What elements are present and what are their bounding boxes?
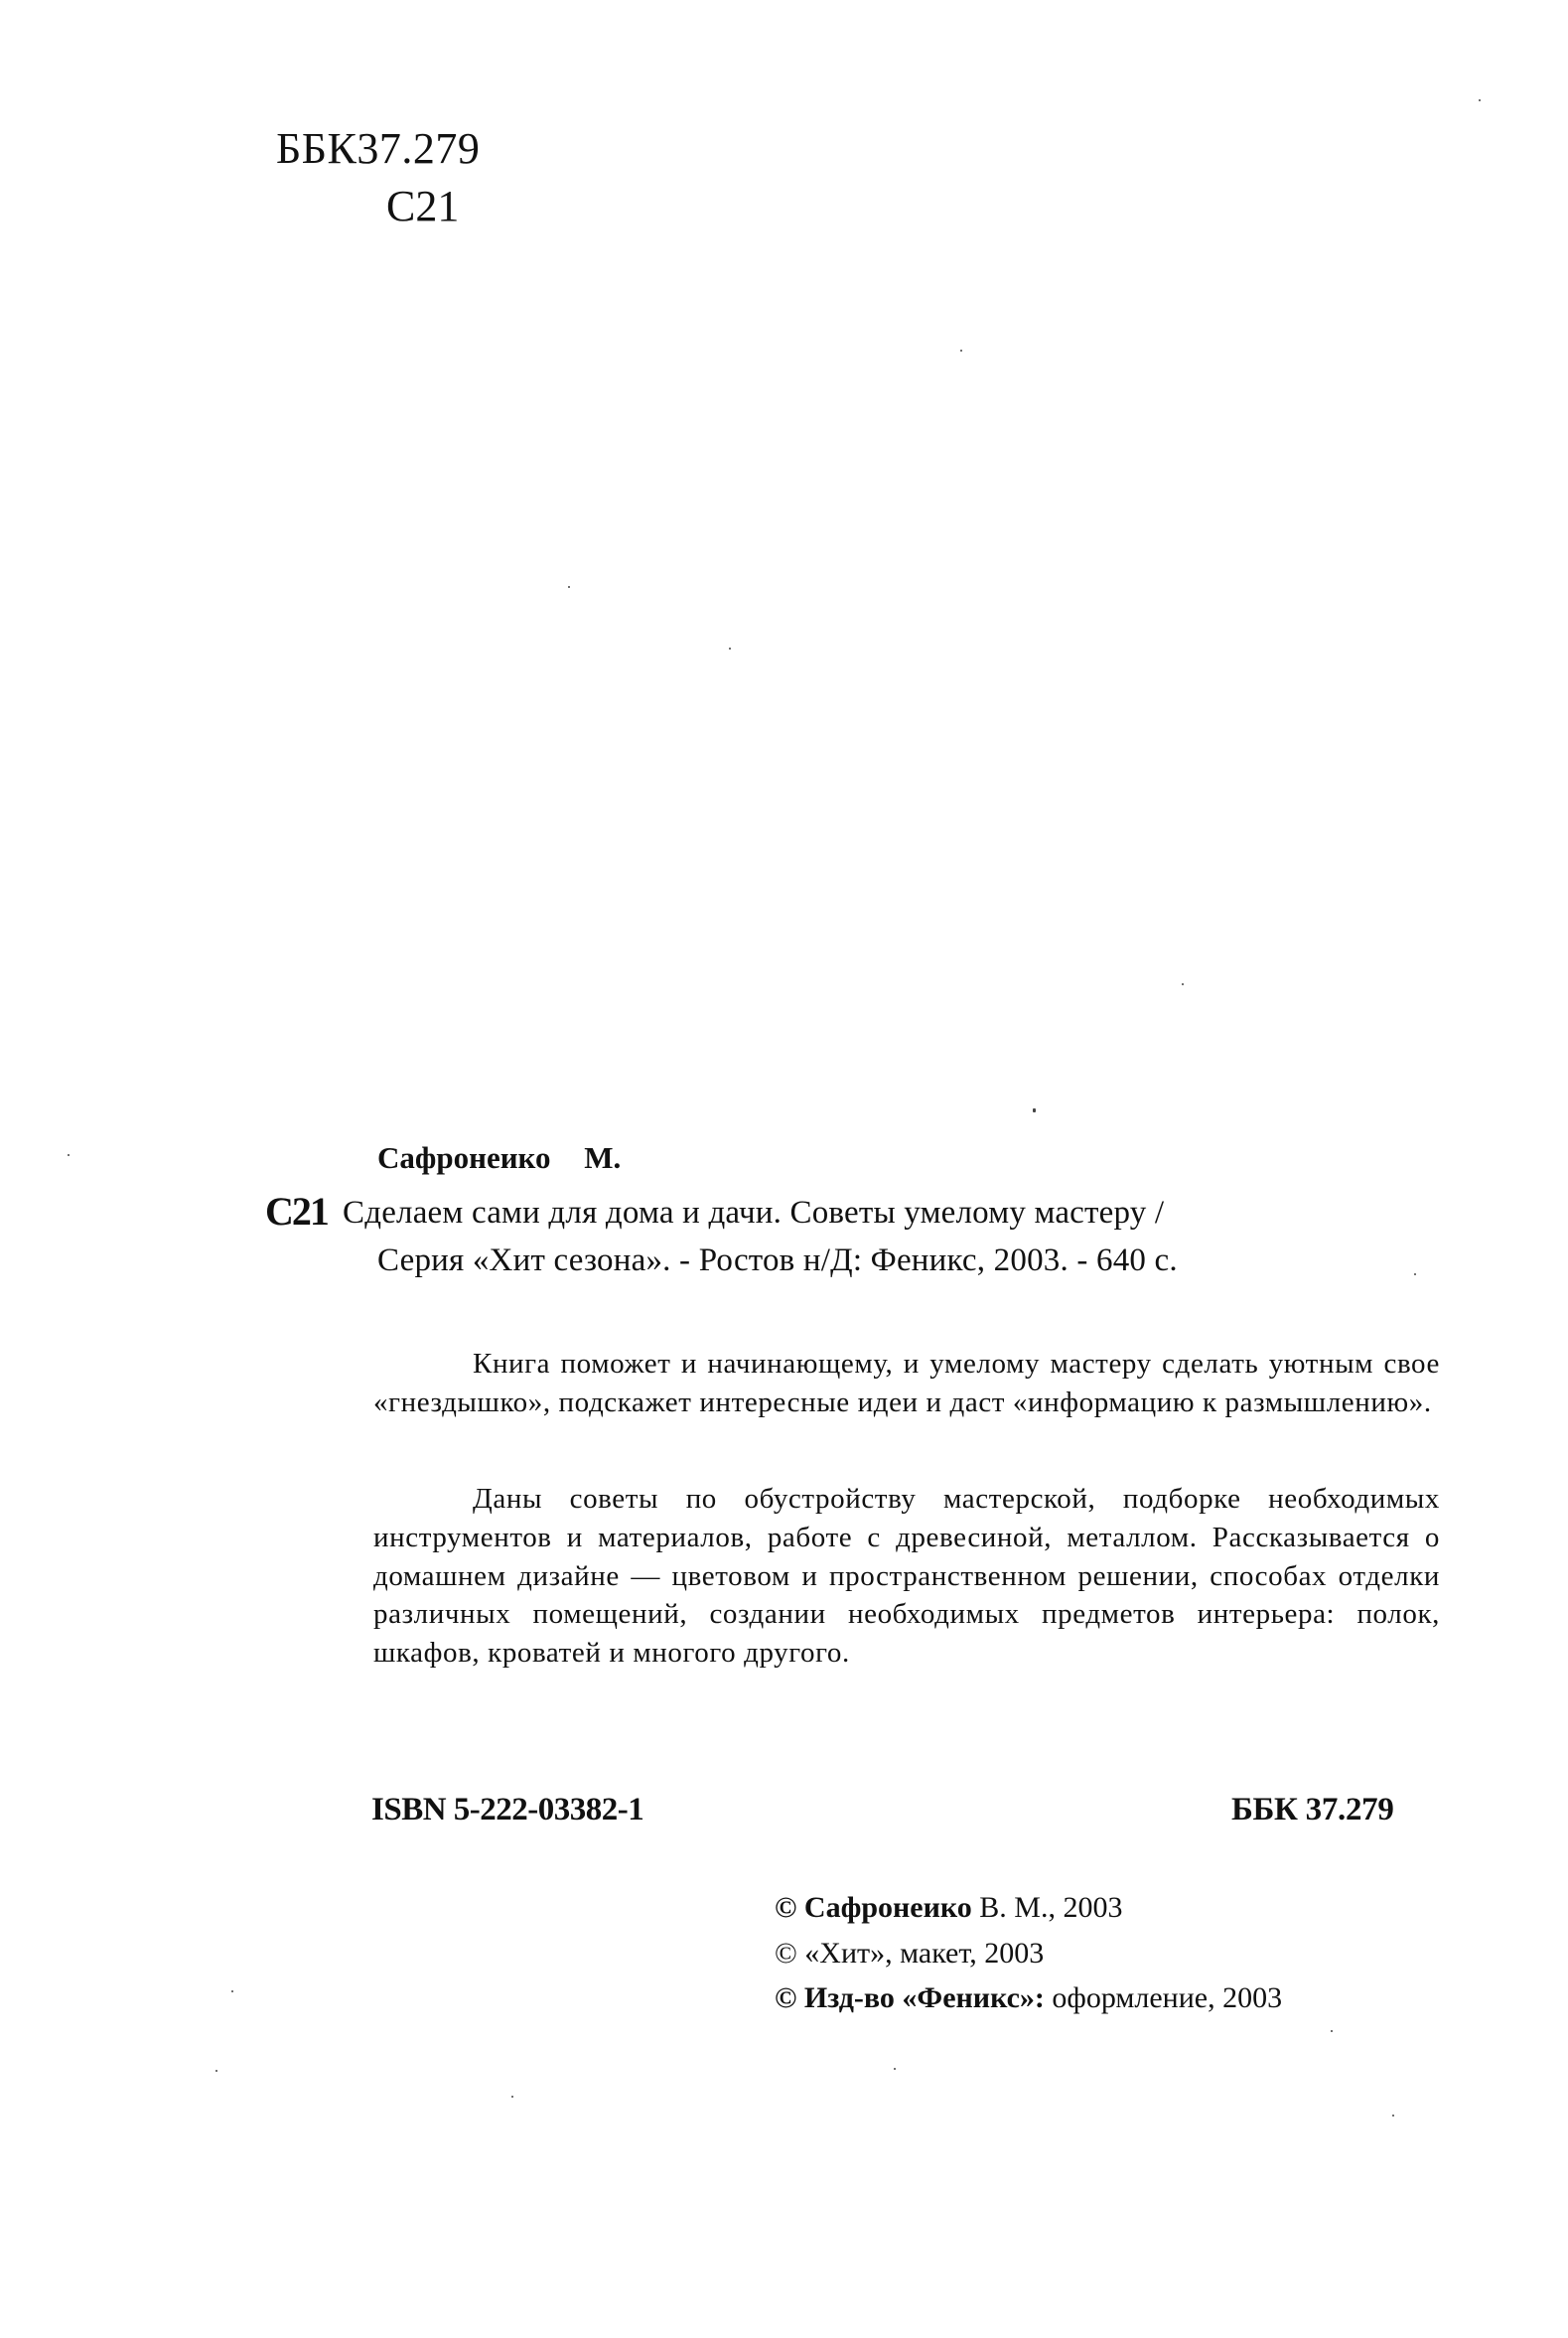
author-sign-code-top: С21 <box>386 182 460 230</box>
copyright-layout <box>775 1937 1044 1971</box>
book-title-line-2: Серия «Хит сезона». - Ростов н/Д: Феникс, 2003. - 640 с. <box>377 1242 1178 1278</box>
scan-speck <box>894 2068 896 2070</box>
copyright-author <box>775 1891 1122 1925</box>
scan-speck <box>1182 983 1184 985</box>
scan-speck <box>231 1990 233 1992</box>
book-title-line-1: Сделаем сами для дома и дачи. Советы умелому мастеру / <box>343 1195 1165 1231</box>
copyright-publisher-year: оформление, 2003 <box>1052 1981 1283 2014</box>
scan-speck <box>1479 99 1481 101</box>
annotation-paragraph-1 <box>373 1345 1440 1422</box>
scan-speck <box>1033 1108 1036 1112</box>
scan-speck <box>215 2070 217 2072</box>
annotation-paragraph-2 <box>373 1480 1440 1673</box>
scan-speck <box>511 2096 513 2098</box>
bbk-classification-bottom: ББК 37.279 <box>1231 1792 1394 1827</box>
scan-speck <box>1331 2030 1333 2032</box>
copyright-layout-text: © «Хит», макет, 2003 <box>775 1937 1045 1970</box>
scan-speck <box>68 1154 70 1156</box>
copyright-author-year: В. М., 2003 <box>979 1891 1123 1924</box>
scan-speck <box>568 586 570 588</box>
scan-speck <box>1414 1273 1416 1275</box>
annotation-text-2: Даны советы по обустройству мастерской, подборке необходимых инструментов и материалов, работе с древесиной, металлом. Рассказывается о домашнем дизайне — цветовом и пространственном решении, способах отделки различных помещений, создании необходимых предметов интерьера: полок, шкафов, кроватей и многого другого. <box>373 1483 1440 1670</box>
scan-speck <box>1392 2115 1394 2117</box>
bbk-classification-top: ББК37.279 <box>276 124 481 173</box>
author-name: Сафронеико М. <box>377 1140 622 1175</box>
isbn-number: ISBN 5-222-03382-1 <box>371 1792 644 1827</box>
copyright-author-name: © Сафронеико <box>775 1891 972 1924</box>
author-sign-code: С21 <box>265 1189 328 1234</box>
scan-speck <box>729 648 731 650</box>
scan-speck <box>960 350 962 352</box>
copyright-publisher <box>775 1981 1282 2015</box>
annotation-text-1: Книга поможет и начинающему, и умелому мастеру сделать уютным свое «гнездышко», подскажет интересные идеи и даст «информацию к размышлению». <box>373 1348 1440 1418</box>
copyright-publisher-name: © Изд-во «Феникс»: <box>775 1981 1045 2014</box>
